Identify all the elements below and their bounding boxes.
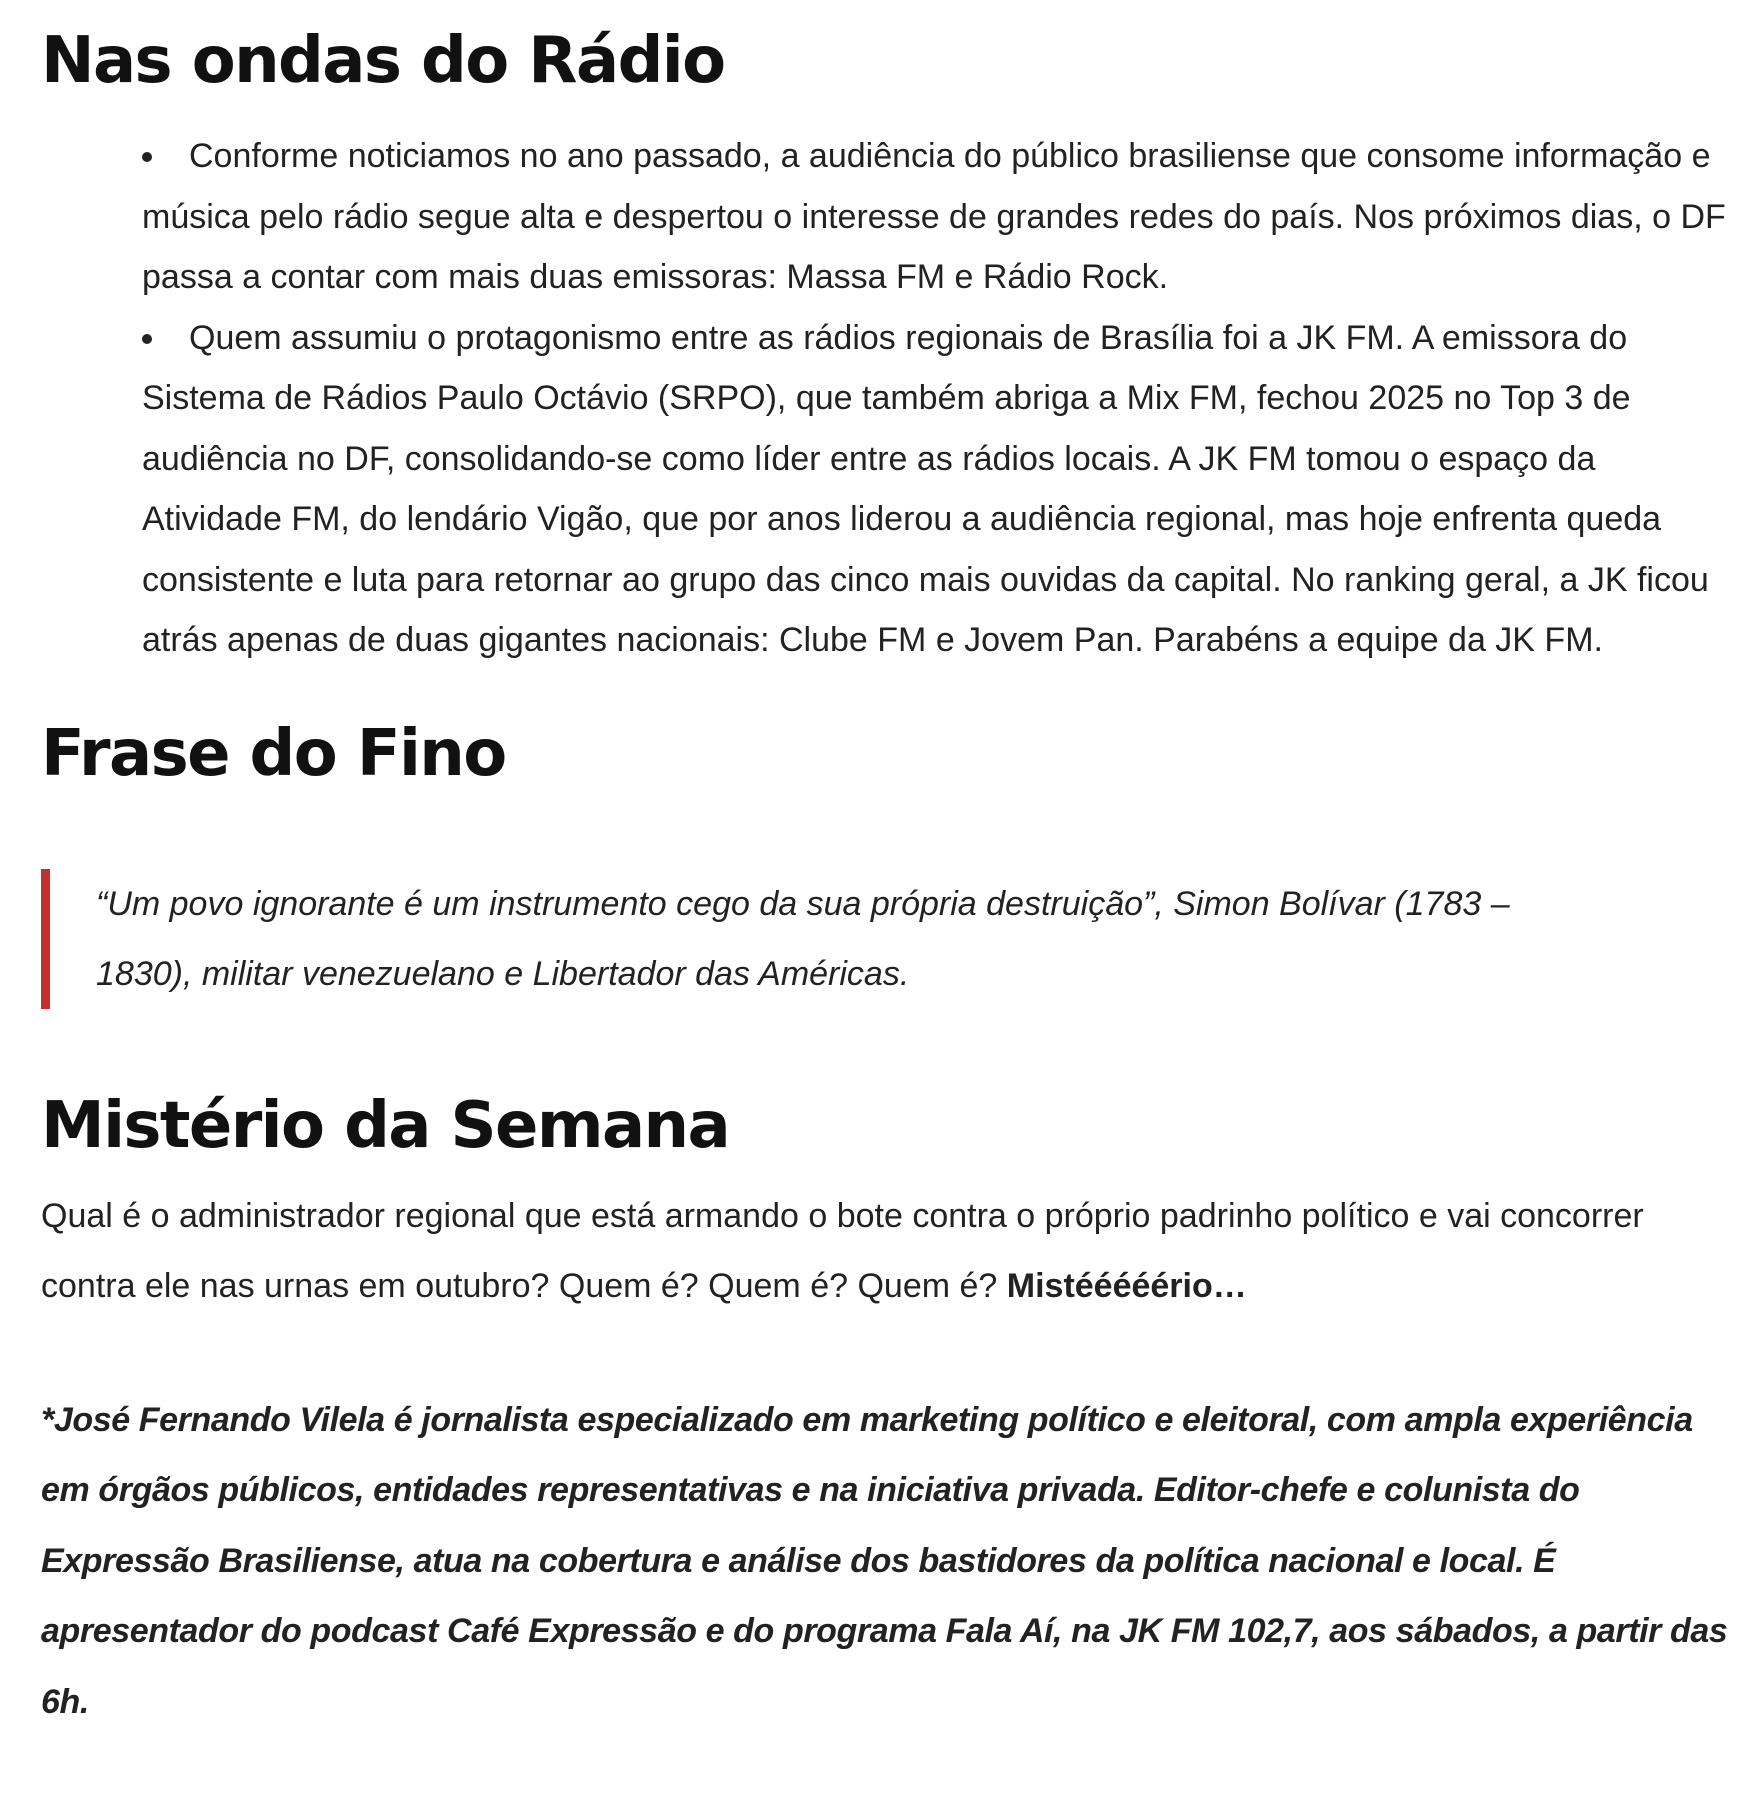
list-item-text: Conforme noticiamos no ano passado, a audiência do público brasiliense que consome informação e música pelo rádio segue alta e despertou o interesse de grandes redes do país. Nos próximos dias, o DF passa a contar com mais duas emissoras: Massa FM e Rádio Rock. [142, 137, 1726, 296]
mystery-emphasis: Mistééééério… [1006, 1266, 1247, 1305]
section-title-radio: Nas ondas do Rádio [41, 24, 725, 98]
list-item-text: Quem assumiu o protagonismo entre as rádios regionais de Brasília foi a JK FM. A emissora do Sistema de Rádios Paulo Octávio (SRPO), que também abriga a Mix FM, fechou 2025 no Top 3 de audiência no DF, consolidando-se como líder entre as rádios locais. A JK FM tomou o espaço da Atividade FM, do lendário Vigão, que por anos liderou a audiência regional, mas hoje enfrenta queda consistente e luta para retornar ao grupo das cinco mais ouvidas da capital. No ranking geral, a JK ficou atrás apenas de duas gigantes nacionais: Clube FM e Jovem Pan. Parabéns a equipe da JK FM. [142, 318, 1709, 659]
quote-block [41, 869, 1596, 1009]
mystery-text: Qual é o administrador regional que está armando o bote contra o próprio padrinho político e vai concorrer contra ele nas urnas em outubro? Quem é? Quem é? Quem é? [41, 1196, 1644, 1305]
list-item [142, 308, 1741, 671]
section-title-frase: Frase do Fino [41, 716, 506, 791]
quote-text: “Um povo ignorante é um instrumento cego da sua própria destruição”, Simon Bolívar (1783 – 1830), militar venezuelano e Libertador das Américas. [96, 884, 1510, 993]
author-bio: *José Fernando Vilela é jornalista especializado em marketing político e eleitoral, com ampla experiência em órgãos públicos, entidades representativas e na iniciativa privada. Editor-chefe e colunista do Expressão Brasiliense, atua na cobertura e análise dos bastidores da política nacional e local. É apresentador do podcast Café Expressão e do programa Fala Aí, na JK FM 102,7, aos sábados, a partir das 6h. [41, 1400, 1728, 1721]
bullet-icon [142, 334, 152, 344]
article-body [41, 0, 1741, 1737]
radio-bullet-list [41, 126, 1741, 671]
bullet-icon [142, 152, 152, 162]
mystery-paragraph [41, 1181, 1741, 1321]
section-title-misterio: Mistério da Semana [41, 1088, 730, 1163]
list-item [142, 126, 1741, 308]
